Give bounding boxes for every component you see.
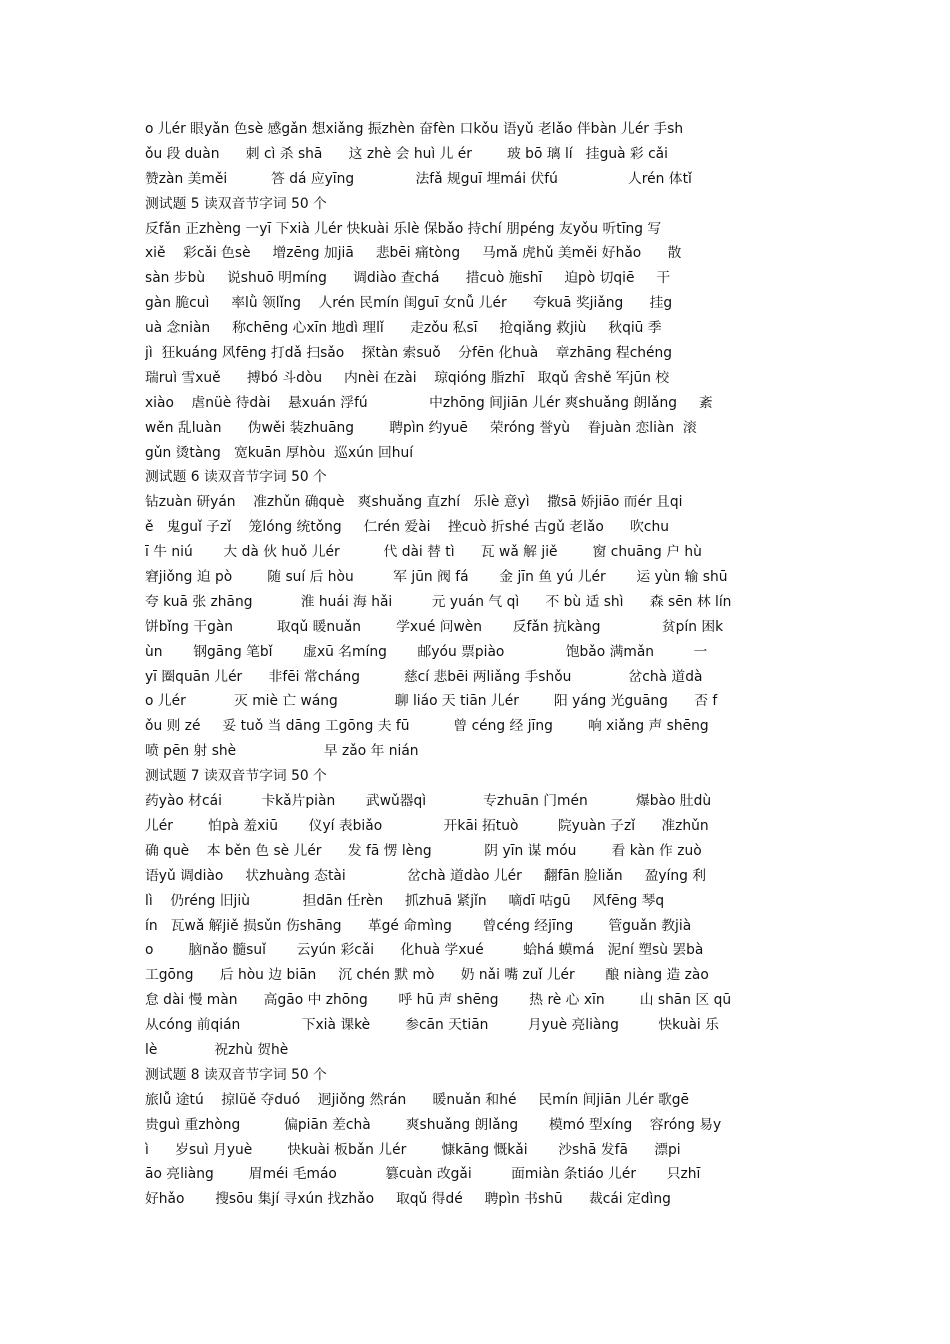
text-line: 儿ér 怕pà 羞xiū 仪yí 表biǎo 开kāi 拓tuò 院yuàn 子zǐ 准zhǔn [145, 817, 709, 834]
text-line: lì 仍réng 旧jiù 担dān 任rèn 抓zhuā 紧jǐn 嘀dī 咕gū 风fēng 琴q [145, 892, 665, 909]
text-line: ín 瓦wǎ 解jiě 损sǔn 伤shāng 革gé 命mìng 曾céng 经jīng 管guǎn 教jià [145, 917, 692, 934]
text-line: 旅lǚ 途tú 掠lüě 夺duó 迥jiǒng 然rán 暖nuǎn 和hé 民mín 间jiān 儿ér 歌gē [145, 1091, 690, 1108]
text-line: ùn 钢gāng 笔bǐ 虚xū 名míng 邮yóu 票piào 饱bǎo 满mǎn 一 [145, 643, 708, 660]
text-line: gǔn 烫tàng 宽kuān 厚hòu 巡xún 回huí [145, 444, 414, 461]
text-line: yī 圈quān 儿ér 非fēi 常cháng 慈cí 悲bēi 两liǎng 手shǒu 岔chà 道dà [145, 668, 703, 685]
text-line: 测试题 6 读双音节字词 50 个 [145, 469, 327, 486]
text-line: ě 鬼guǐ 子zǐ 笼lóng 统tǒng 仁rén 爱ài 挫cuò 折shé 古gǔ 老lǎo 吹chu [145, 519, 669, 536]
text-line: 反fǎn 正zhèng 一yī 下xià 儿ér 快kuài 乐lè 保bǎo 持chí 朋péng 友yǒu 听tīng 写 [145, 220, 662, 237]
text-line: 测试题 8 读双音节字词 50 个 [145, 1066, 327, 1083]
text-line: āo 亮liàng 眉méi 毛máo 篡cuàn 改gǎi 面miàn 条tiáo 儿ér 只zhī [145, 1166, 701, 1183]
text-line: jì 狂kuáng 风fēng 打dǎ 扫sǎo 探tàn 索suǒ 分fēn 化huà 章zhāng 程chéng [145, 345, 673, 362]
text-line: ī 牛 niú 大 dà 伙 huǒ 儿ér 代 dài 替 tì 瓦 wǎ 解 jiě 窗 chuāng 户 hù [145, 544, 702, 561]
text-line: o 儿ér 灭 miè 亡 wáng 聊 liáo 天 tiān 儿ér 阳 yáng 光guāng 否 f [145, 693, 718, 710]
text-line: o 儿ér 眼yǎn 色sè 感gǎn 想xiǎng 振zhèn 奋fèn 口kǒu 语yǔ 老lǎo 伴bàn 儿ér 手sh [145, 121, 684, 137]
text-line: 从cóng 前qián 下xià 课kè 参cān 天tiān 月yuè 亮liàng 快kuài 乐 [145, 1017, 719, 1034]
text-line: 怠 dài 慢 màn 高gāo 中 zhōng 呼 hū 声 shēng 热 rè 心 xīn 山 shān 区 qū [145, 992, 732, 1009]
text-line: uà 念niàn 称chēng 心xīn 地dì 理lǐ 走zǒu 私sī 抢qiǎng 救jiù 秋qiū 季 [145, 320, 662, 337]
text-line: 夸 kuā 张 zhāng 淮 huái 海 hǎi 元 yuán 气 qì 不 bù 适 shì 森 sēn 林 lín [145, 593, 732, 610]
text-line: ì 岁suì 月yuè 快kuài 板bǎn 儿ér 慷kāng 慨kǎi 沙shā 发fā 漂pi [145, 1141, 681, 1158]
text-line: 饼bǐng 干gàn 取qǔ 暖nuǎn 学xué 问wèn 反fǎn 抗kàng 贫pín 困k [145, 618, 724, 635]
text-line: 测试题 7 读双音节字词 50 个 [145, 768, 327, 785]
text-line: wěn 乱luàn 伪wěi 装zhuāng 聘pìn 约yuē 荣róng 誉yù 眷juàn 恋liàn 滚 [145, 419, 697, 436]
text-line: 贵guì 重zhòng 偏piān 差chà 爽shuǎng 朗lǎng 模mó 型xíng 容róng 易y [145, 1116, 722, 1133]
text-line: ǒu 则 zé 妥 tuǒ 当 dāng 工gōng 夫 fū 曾 céng 经 jīng 响 xiǎng 声 shēng [145, 718, 709, 735]
text-line: 药yào 材cái 卡kǎ片piàn 武wǔ器qì 专zhuān 门mén 爆bào 肚dù [145, 793, 712, 810]
text-line: o 脑nǎo 髓suǐ 云yún 彩cǎi 化huà 学xué 蛤há 蟆má 泥ní 塑sù 罢bà [145, 942, 704, 959]
text-line: xiào 虐nüè 待dài 悬xuán 浮fú 中zhōng 间jiān 儿ér 爽shuǎng 朗lǎng 紊 [145, 394, 713, 411]
text-line: sàn 步bù 说shuō 明míng 调diào 查chá 措cuò 施shī 迫pò 切qiē 干 [145, 270, 671, 287]
text-line: 瑞ruì 雪xuě 搏bó 斗dòu 内nèi 在zài 琼qióng 脂zhī 取qǔ 舍shě 军jūn 校 [145, 369, 670, 386]
text-line: 确 què 本 běn 色 sè 儿ér 发 fā 愣 lèng 阴 yīn 谋 móu 看 kàn 作 zuò [145, 842, 702, 859]
text-line: gàn 脆cuì 率lǜ 领lǐng 人rén 民mín 闺guī 女nǚ 儿ér 夸kuā 奖jiǎng 挂g [145, 295, 673, 312]
text-line: xiě 彩cǎi 色sè 增zēng 加jiā 悲bēi 痛tòng 马mǎ 虎hǔ 美měi 好hǎo 散 [145, 245, 682, 262]
text-line: 窘jiǒng 迫 pò 随 suí 后 hòu 军 jūn 阀 fá 金 jīn 鱼 yú 儿ér 运 yùn 输 shū [145, 569, 728, 586]
text-line: ǒu 段 duàn 刺 cì 杀 shā 这 zhè 会 huì 儿 ér 玻 bō 璃 lí 挂guà 彩 cǎi [145, 145, 668, 162]
text-line: 赞zàn 美měi 答 dá 应yīng 法fǎ 规guī 埋mái 伏fú 人rén 体tǐ [145, 170, 692, 187]
document-page [145, 117, 810, 1212]
text-line: 语yǔ 调diào 状zhuàng 态tài 岔chà 道dào 儿ér 翻fān 脸liǎn 盈yíng 利 [145, 867, 707, 884]
text-line: lè 祝zhù 贺hè [145, 1041, 289, 1058]
text-line: 测试题 5 读双音节字词 50 个 [145, 195, 327, 212]
text-line: 喷 pēn 射 shè 早 zǎo 年 nián [145, 743, 419, 760]
text-line: 好hǎo 搜sōu 集jí 寻xún 找zhǎo 取qǔ 得dé 聘pìn 书shū 裁cái 定dìng [145, 1191, 671, 1208]
text-line: 钻zuàn 研yán 准zhǔn 确què 爽shuǎng 直zhí 乐lè 意yì 撒sā 娇jiāo 而ér 且qi [145, 494, 683, 511]
text-line: 工gōng 后 hòu 边 biān 沉 chén 默 mò 奶 nǎi 嘴 zuǐ 儿ér 酿 niàng 造 zào [145, 967, 709, 984]
